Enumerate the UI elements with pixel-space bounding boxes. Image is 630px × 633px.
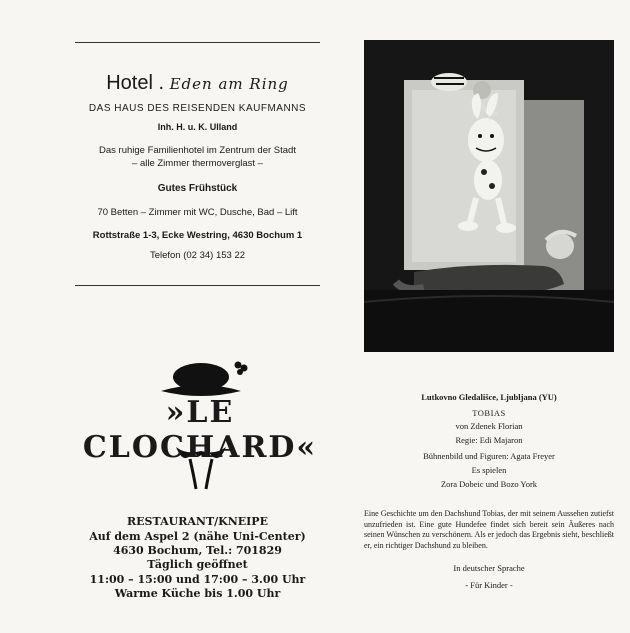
hotel-name <box>75 72 320 95</box>
puppet-photo <box>364 40 614 352</box>
cast-names: Zora Dobeic und Bozo York <box>440 479 538 489</box>
hotel-bottom-rule <box>75 285 320 286</box>
theatre-name: Lutkovno Gledališce, Ljubljana (YU) <box>421 392 557 402</box>
hotel-rooms: 70 Betten – Zimmer mit WC, Dusche, Bad – Lift <box>97 207 298 218</box>
clochard-city-phone: 4630 Bochum, Tel.: 701829 <box>113 544 282 557</box>
hotel-tagline: DAS HAUS DES REISENDEN KAUFMANNS <box>88 103 307 114</box>
hotel-breakfast: Gutes Frühstück <box>157 183 238 194</box>
play-author: von Zdenek Florian <box>455 421 523 431</box>
clochard-type: RESTAURANT/KNEIPE <box>127 515 268 528</box>
hotel-address: Rottstraße 1-3, Ecke Westring, 4630 Bochum 1 <box>92 230 303 241</box>
clochard-open: Täglich geöffnet <box>147 558 248 571</box>
play-director: Regie: Edi Majaron <box>455 435 523 445</box>
hotel-description-line2: – alle Zimmer thermoverglast – <box>132 158 263 169</box>
hotel-phone: Telefon (02 34) 153 22 <box>149 250 246 261</box>
hotel-owners: Inh. H. u. K. Ulland <box>157 122 238 132</box>
clochard-name: »LE CLOCHARD« <box>82 395 318 465</box>
play-language: In deutscher Sprache <box>453 563 525 573</box>
hotel-description-line1: Das ruhige Familienhotel im Zentrum der Stadt <box>99 145 296 156</box>
clochard-kitchen: Warme Küche bis 1.00 Uhr <box>114 587 281 600</box>
hotel-name-prefix: Hotel . <box>106 72 165 94</box>
hotel-name-script: Eden am Ring <box>169 75 289 93</box>
hat-icon <box>161 362 248 397</box>
clochard-hours: 11:00 – 15:00 und 17:00 – 3.00 Uhr <box>89 573 306 586</box>
top-rule <box>75 42 320 43</box>
clochard-address: Auf dem Aspel 2 (nähe Uni-Center) <box>89 530 306 543</box>
play-audience: - Für Kinder - <box>465 580 513 590</box>
play-title: TOBIAS <box>472 408 506 418</box>
play-design: Bühnenbild und Figuren: Agata Freyer <box>423 451 555 461</box>
play-description: Eine Geschichte um den Dachshund Tobias, der mit seinem Aussehen zutiefst unzufrieden ist. Eine gute Hundefee findet sich bereit sein Äußeres nach seinen Wünschen zu verschönern. Als er jedoch das Ergebnis sieht, beschließt er, ein richtiger Dachshund zu bleiben. <box>364 509 614 550</box>
cast-label: Es spielen <box>471 465 507 475</box>
